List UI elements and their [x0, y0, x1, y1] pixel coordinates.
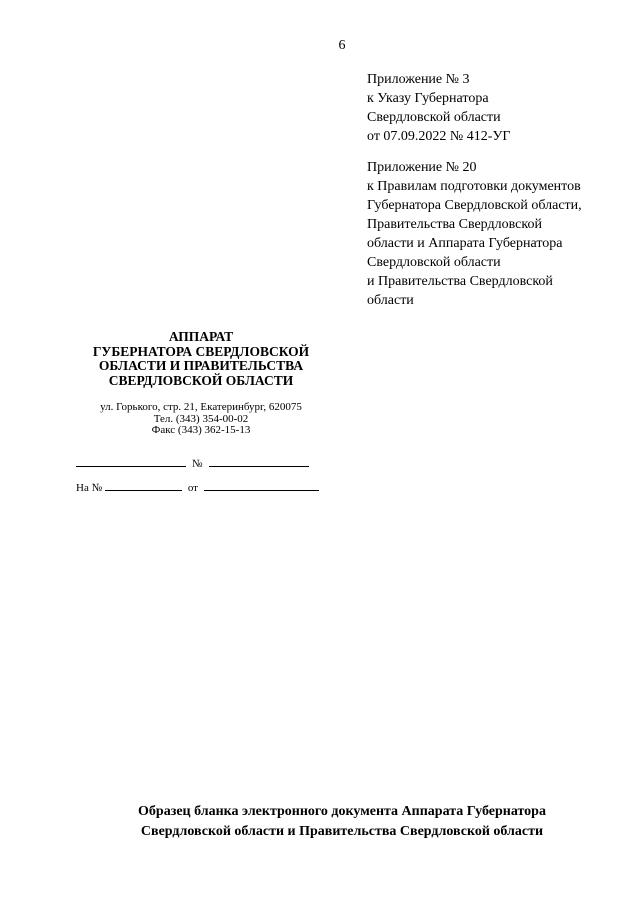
reply-date-blank — [204, 480, 319, 491]
page-number: 6 — [338, 38, 346, 53]
number-blank — [209, 456, 309, 467]
letterhead-fax: Факс (343) 362-15-13 — [151, 424, 251, 436]
letterhead-address: ул. Горького, стр. 21, Екатеринбург, 620075 — [100, 401, 302, 413]
reply-number-blank — [105, 480, 182, 491]
appendix-20-line: области — [367, 293, 414, 308]
appendix-3-line: Свердловской области — [367, 110, 501, 125]
appendix-20-line: и Правительства Свердловской — [367, 274, 553, 289]
form-caption — [0, 802, 640, 842]
caption-line: Образец бланка электронного документа Аппарата Губернатора — [138, 804, 546, 819]
appendix-3-note — [367, 70, 632, 146]
appendix-3-line: от 07.09.2022 № 412-УГ — [367, 129, 511, 144]
date-blank — [76, 456, 186, 467]
letterhead-phone: Тел. (343) 354-00-02 — [153, 412, 249, 425]
appendix-20-line: Свердловской области — [367, 255, 501, 270]
appendix-20-note — [367, 158, 632, 310]
appendix-20-line: к Правилам подготовки документов — [367, 179, 581, 194]
reply-to-label: На № — [76, 482, 103, 494]
caption-line: Свердловской области и Правительства Свердловской области — [140, 824, 544, 839]
reply-to-line — [76, 480, 319, 495]
registration-date-number-line — [76, 456, 309, 471]
appendix-20-line: Приложение № 20 — [367, 160, 477, 175]
letterhead-contacts — [70, 402, 332, 437]
appendix-20-line: Правительства Свердловской — [367, 217, 542, 232]
appendix-3-line: к Указу Губернатора — [367, 91, 489, 106]
number-sign: № — [192, 458, 203, 470]
appendix-20-line: области и Аппарата Губернатора — [367, 236, 563, 251]
letterhead-title-line: СВЕРДЛОВСКОЙ ОБЛАСТИ — [108, 372, 294, 388]
letterhead-title-line: АППАРАТ — [168, 329, 234, 344]
letterhead-title-line: ОБЛАСТИ И ПРАВИТЕЛЬСТВА — [98, 358, 304, 373]
from-label: от — [187, 482, 198, 494]
letterhead-title — [70, 330, 332, 388]
appendix-3-line: Приложение № 3 — [367, 72, 470, 87]
appendix-20-line: Губернатора Свердловской области, — [367, 198, 582, 213]
letterhead-title-line: ГУБЕРНАТОРА СВЕРДЛОВСКОЙ — [92, 343, 310, 359]
